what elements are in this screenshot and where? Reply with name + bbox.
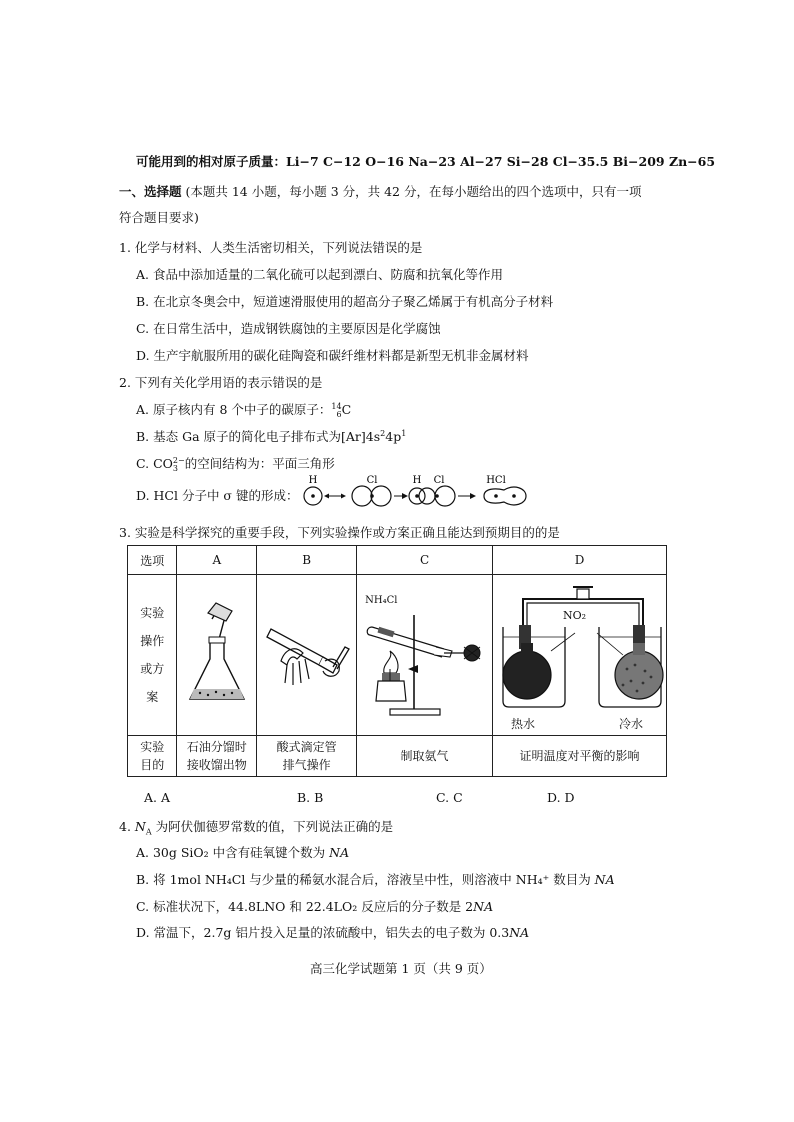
q2-c-sup: 2−: [172, 455, 185, 465]
q3-answer-c: C. C: [436, 790, 463, 805]
label-cl2: Cl: [433, 475, 445, 486]
sigma-bond-diagram: [300, 474, 530, 514]
table-purpose-row: [128, 736, 667, 777]
q2-c-text: 的空间结构为：平面三角形: [184, 456, 335, 471]
label-hcl: HCl: [486, 475, 506, 486]
header-c: C: [357, 546, 493, 575]
no2-equilibrium-illustration: [495, 579, 665, 729]
cell-a-image: [177, 575, 257, 736]
q2-stem: 2. 下列有关化学用语的表示错误的是: [119, 375, 323, 390]
q4-option-a: A. 30g SiO₂ 中含有硅氧键个数为 NA: [136, 845, 350, 860]
header-a: A: [177, 546, 257, 575]
q2-d-text: D. HCl 分子中 σ 键的形成：: [136, 488, 299, 503]
cell-c-image: [357, 575, 493, 736]
cell-d-image: [493, 575, 667, 736]
ammonia-apparatus-illustration: [360, 601, 490, 721]
q2-a-text: A. 原子核内有 8 个中子的碳原子：: [136, 402, 332, 417]
q4-option-d: D. 常温下，2.7g 铝片投入足量的浓硫酸中，铝失去的电子数为 0.3NA: [136, 925, 530, 940]
q4-option-b: B. 将 1mol NH₄Cl 与少量的稀氨水混合后，溶液呈中性，则溶液中 NH₄⁺ 数目为 NA: [136, 872, 615, 887]
q2-b-text: B. 基态 Ga 原子的简化电子排布式为[Ar]4s: [136, 429, 381, 444]
hcl-molecular-orbital: [484, 487, 526, 505]
header-d: D: [493, 546, 667, 575]
q1-stem: 1. 化学与材料、人类生活密切相关，下列说法错误的是: [119, 240, 423, 255]
q2-option-c: [136, 454, 335, 473]
q3-answer-b: B. B: [297, 790, 324, 805]
header-option: 选项: [128, 546, 177, 575]
q3-answer-d: D. D: [547, 790, 575, 805]
erlenmeyer-flask-illustration: [182, 599, 252, 709]
row-label-purpose: 实验 目的: [128, 736, 177, 777]
arrow-left-icon: [324, 494, 329, 499]
label-h: H: [308, 475, 318, 486]
q1-option-c: C. 在日常生活中，造成钢铁腐蚀的主要原因是化学腐蚀: [136, 321, 441, 336]
header-b: B: [257, 546, 357, 575]
section-desc-1: (本题共 14 小题，每小题 3 分，共 42 分，在每小题给出的四个选项中，只有一项: [185, 184, 642, 199]
q4-stem: 4. $N_A$ 为阿伏伽德罗常数的值，下列说法正确的是: [119, 819, 394, 837]
atomic-mass-header: 可能用到的相对原子质量：Li−7 C−12 O−16 Na−23 Al−27 Si−28 Cl−35.5 Bi−209 Zn−65: [136, 154, 716, 169]
purpose-b: 酸式滴定管 排气操作: [257, 736, 357, 777]
row-label-operation: 实验 操作 或方 案: [128, 575, 177, 736]
q2-option-a: [136, 400, 351, 419]
q2-option-b: [136, 427, 406, 445]
table-image-row: [128, 575, 667, 736]
nh4cl-label: NH₄Cl: [365, 595, 398, 606]
purpose-d: 证明温度对平衡的影响: [493, 736, 667, 777]
table-header-row: [128, 546, 667, 575]
section-title: 一、选择题: [119, 184, 182, 199]
section-desc-2: 符合题目要求): [119, 210, 199, 225]
q2-b-mid: 4p: [385, 429, 402, 444]
q2-c-sub: 3: [172, 463, 178, 473]
q2-b-p1: 1: [401, 428, 407, 438]
page-footer: 高三化学试题第 1 页（共 9 页）: [310, 961, 492, 976]
label-cl: Cl: [366, 475, 378, 486]
cl-p-lobe-right: [371, 486, 391, 506]
section-heading: [119, 182, 641, 200]
q2-a-mass: 14: [331, 401, 342, 411]
q3-answer-a: A. A: [144, 790, 171, 805]
q3-stem: 3. 实验是科学探究的重要手段，下列实验操作或方案正确且能达到预期目的的是: [119, 525, 560, 540]
q1-option-d: D. 生产宇航服所用的碳化硅陶瓷和碳纤维材料都是新型无机非金属材料: [136, 348, 529, 363]
hot-water-label: 热水: [511, 717, 536, 731]
q4-option-c: C. 标准状况下，44.8LNO 和 22.4LO₂ 反应后的分子数是 2NA: [136, 899, 494, 914]
cold-water-label: 冷水: [619, 717, 644, 731]
q2-a-symbol: C: [341, 402, 352, 417]
stopcock-icon: [577, 589, 589, 599]
arrow-icon: [402, 493, 408, 499]
label-h2: H: [412, 475, 422, 486]
q2-b-s2: 2: [380, 428, 386, 438]
q1-option-b: B. 在北京冬奥会中，短道速滑服使用的超高分子聚乙烯属于有机高分子材料: [136, 294, 554, 309]
no2-label: NO₂: [563, 609, 587, 622]
q1-option-a: A. 食品中添加适量的二氧化硫可以起到漂白、防腐和抗氧化等作用: [136, 267, 503, 282]
q2-option-d: [136, 486, 298, 504]
q2-c-pre: C. CO: [136, 456, 173, 471]
burette-illustration: [261, 599, 353, 709]
cl-p-lobe-left: [352, 486, 372, 506]
hot-flask-dark: [503, 651, 551, 699]
arrow-right-icon: [341, 494, 346, 499]
purpose-c: 制取氨气: [357, 736, 493, 777]
experiment-table: [127, 545, 667, 777]
cell-b-image: [257, 575, 357, 736]
q2-a-proton: 6: [336, 409, 342, 419]
cold-flask-light: [615, 651, 663, 699]
purpose-a: 石油分馏时 接收馏出物: [177, 736, 257, 777]
